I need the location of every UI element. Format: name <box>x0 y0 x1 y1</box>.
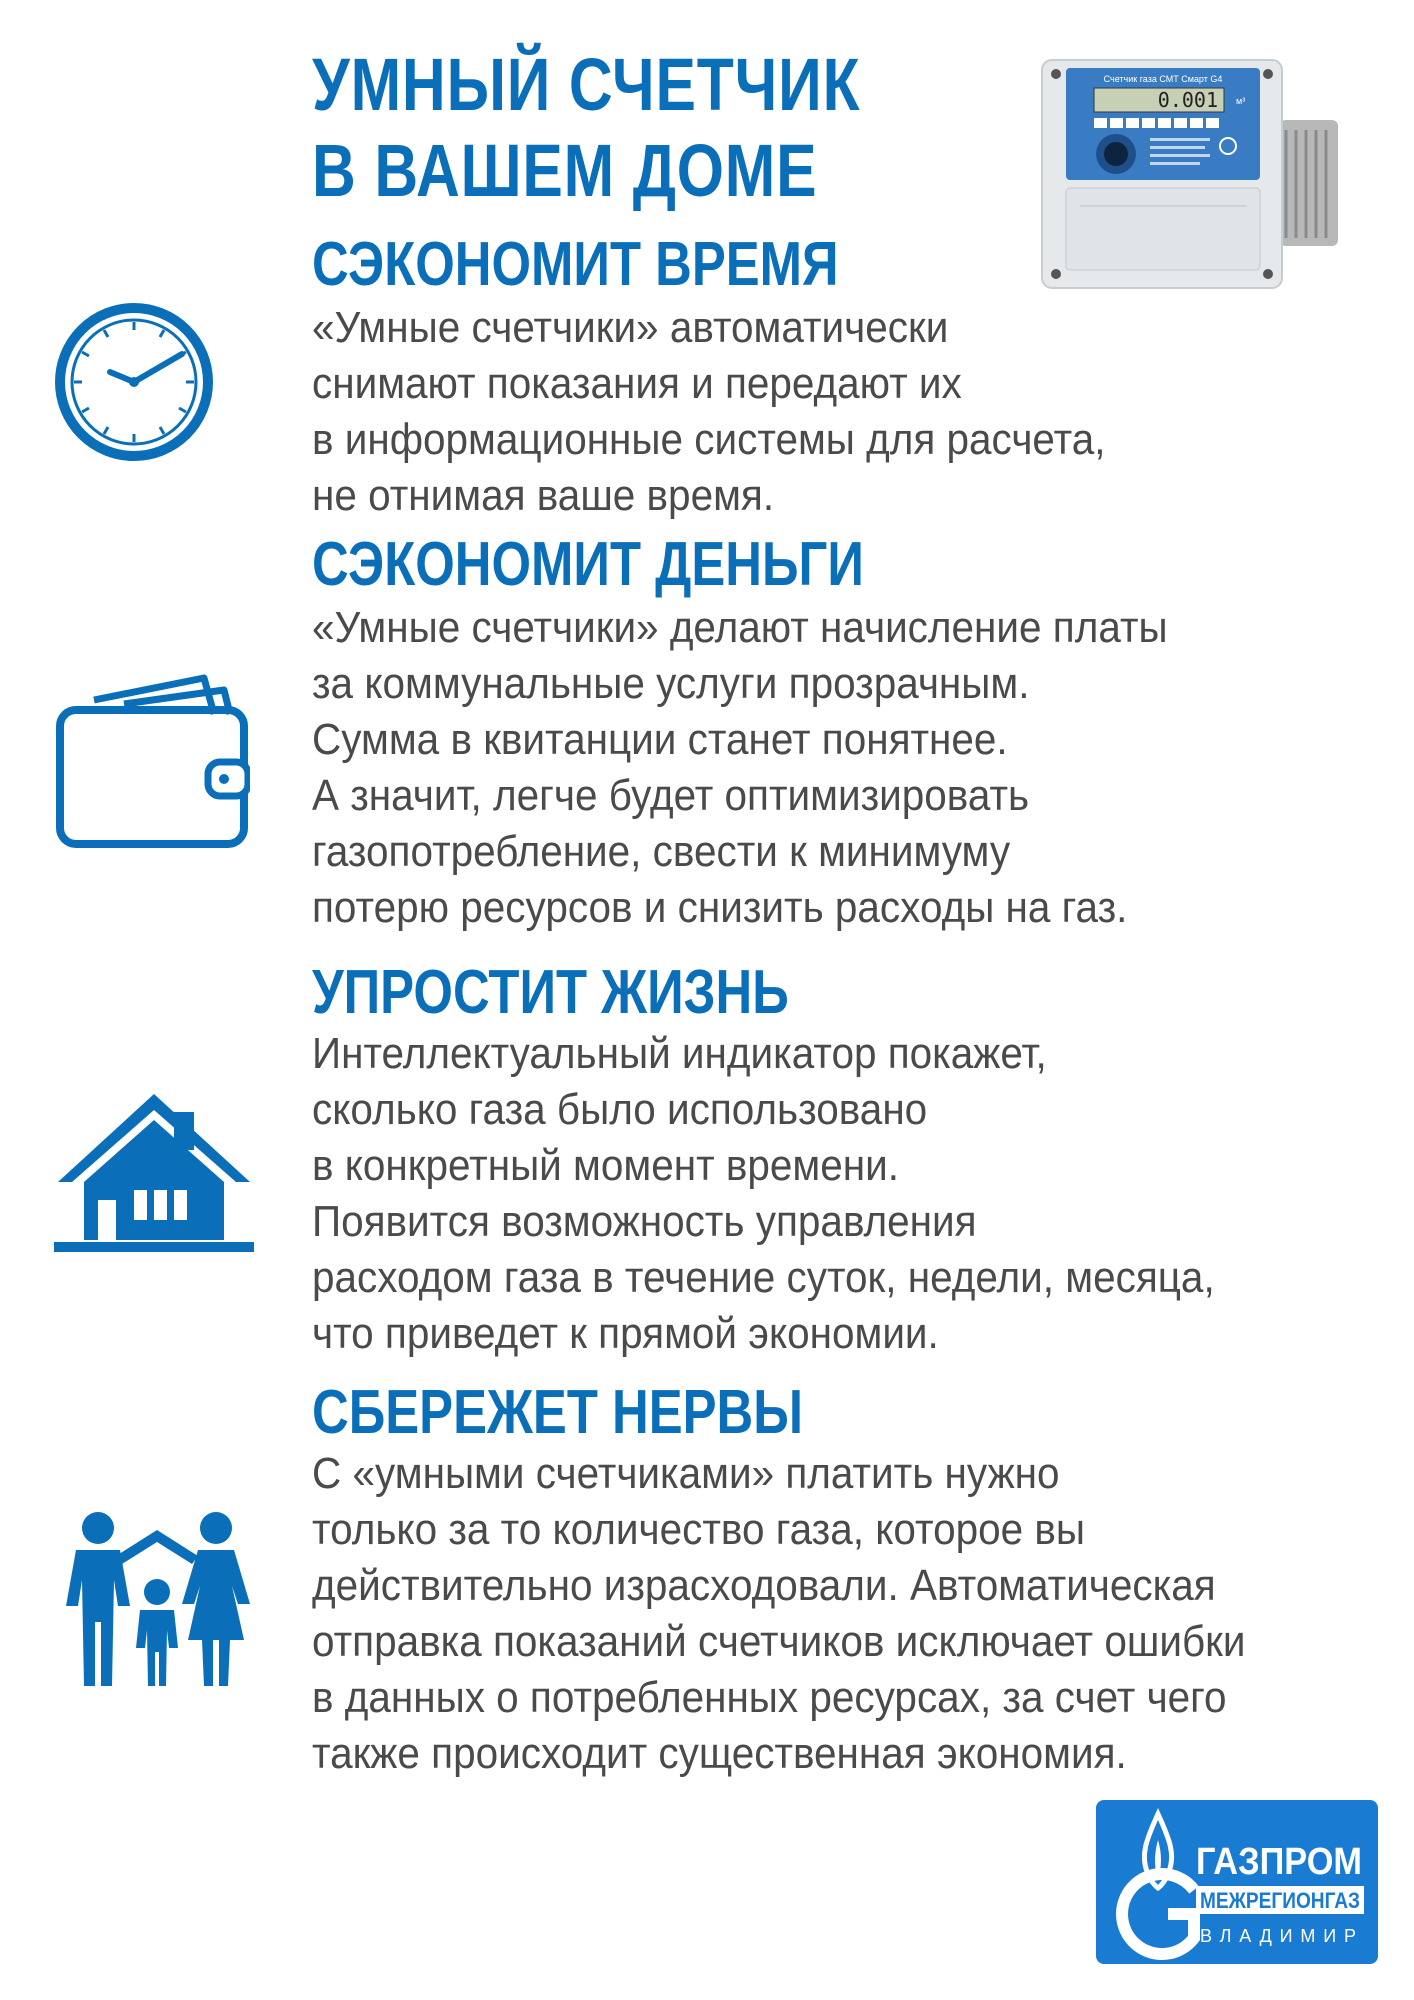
section-2-line: А значит, легче будет оптимизировать <box>312 771 1030 820</box>
title-line-1: УМНЫЙ СЧЕТЧИК <box>312 43 861 126</box>
section-2-line: «Умные счетчики» делают начисление платы <box>312 603 1168 652</box>
section-1-line: снимают показания и передают их <box>312 359 962 408</box>
clock-tick <box>160 427 164 434</box>
clock-tick <box>179 408 186 412</box>
section-1-heading: СЭКОНОМИТ ВРЕМЯ <box>312 230 839 299</box>
section-4-line: только за то количество газа, которое вы <box>312 1505 1086 1554</box>
clock-tick <box>104 330 108 337</box>
gas-meter-image <box>1040 58 1340 290</box>
family-icon <box>54 1510 260 1688</box>
logo-line-3: ВЛАДИМИР <box>1200 1926 1362 1946</box>
clock-tick <box>104 427 108 434</box>
gazprom-logo <box>1096 1800 1378 1964</box>
section-4-line: действительно израсходовали. Автоматическая <box>312 1561 1216 1610</box>
section-3-body <box>312 1026 1241 1362</box>
section-2-line: газопотребление, свести к минимуму <box>312 827 1011 876</box>
title-line-2: В ВАШЕМ ДОМЕ <box>312 129 818 212</box>
logo-line-2: МЕЖРЕГИОНГАЗ <box>1200 1888 1360 1913</box>
section-3-line: сколько газа было использовано <box>312 1085 928 1134</box>
meter-reading: 0.001 <box>1157 88 1218 112</box>
section-2-body <box>312 600 1241 936</box>
section-1-line: «Умные счетчики» автоматически <box>312 303 949 352</box>
section-4-line: также происходит существенная экономия. <box>312 1729 1127 1778</box>
section-3-line: Интеллектуальный индикатор покажет, <box>312 1029 1047 1078</box>
section-3-line: Появится возможность управления <box>312 1197 977 1246</box>
section-4-line: в данных о потребленных ресурсах, за счет чего <box>312 1673 1227 1722</box>
section-1-body <box>312 300 1241 524</box>
logo-line-1: ГАЗПРОМ <box>1196 1841 1362 1883</box>
house-icon <box>54 1090 254 1256</box>
section-1-line: не отнимая ваше время. <box>312 471 775 520</box>
section-4-line: отправка показаний счетчиков исключает ошибки <box>312 1617 1246 1666</box>
clock-tick <box>160 330 164 337</box>
section-1-line: в информационные системы для расчета, <box>312 415 1106 464</box>
section-3-line: в конкретный момент времени. <box>312 1141 899 1190</box>
section-2-heading: СЭКОНОМИТ ДЕНЬГИ <box>312 530 864 599</box>
section-4-body <box>312 1446 1246 1782</box>
section-4-heading: СБЕРЕЖЕТ НЕРВЫ <box>312 1378 804 1447</box>
meter-unit: м³ <box>1236 96 1246 106</box>
page-title <box>312 42 860 214</box>
section-2-line: Сумма в квитанции станет понятнее. <box>312 715 1008 764</box>
clock-tick <box>82 352 89 356</box>
clock-icon <box>54 302 214 462</box>
section-3-heading: УПРОСТИТ ЖИЗНЬ <box>312 958 789 1027</box>
section-2-line: потерю ресурсов и снизить расходы на газ. <box>312 883 1128 932</box>
wallet-icon <box>54 670 250 850</box>
section-3-line: что приведет к прямой экономии. <box>312 1309 939 1358</box>
section-4-line: С «умными счетчиками» платить нужно <box>312 1449 1060 1498</box>
meter-label: Счетчик газа СМТ Смарт G4 <box>1103 74 1223 84</box>
section-2-line: за коммунальные услуги прозрачным. <box>312 659 1030 708</box>
clock-tick <box>82 408 89 412</box>
section-3-line: расходом газа в течение суток, недели, месяца, <box>312 1253 1215 1302</box>
